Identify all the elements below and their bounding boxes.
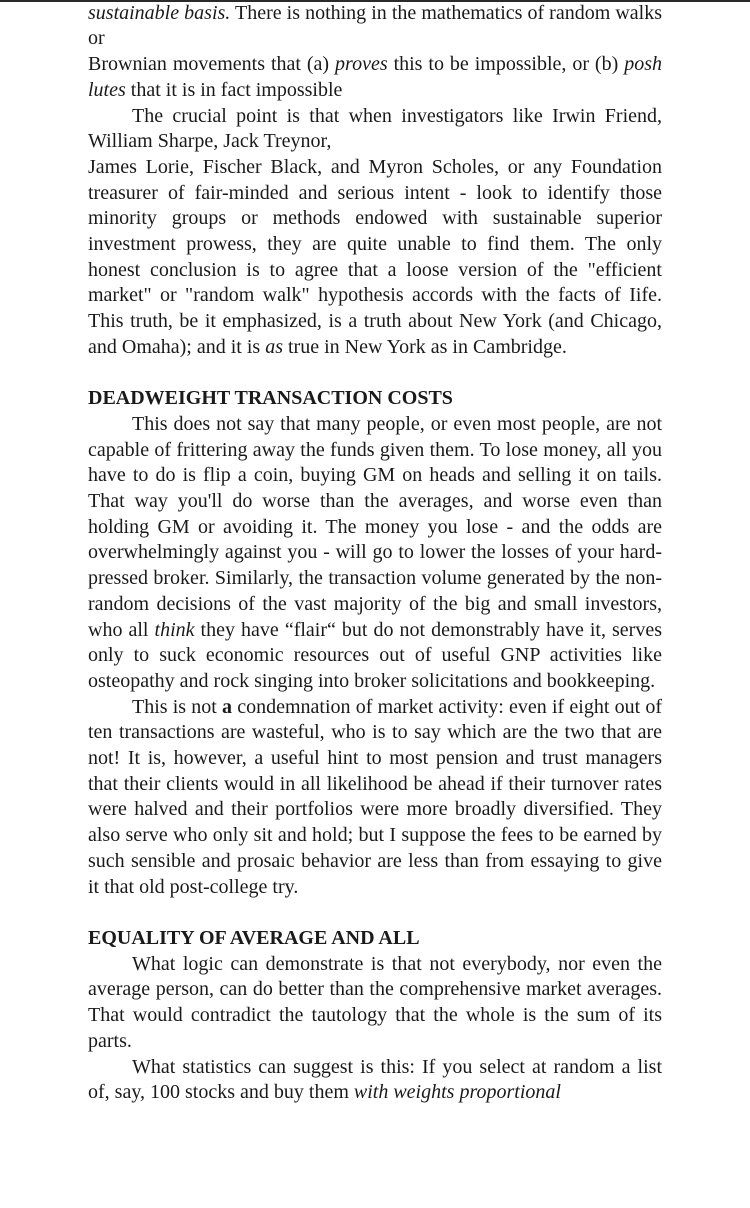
equality-text: What logic can demonstrate is that not everybody, nor even the average person, can do better than the comprehensive market averages. That would contradict the tautology that the whole is the sum of its parts. — [88, 952, 662, 1052]
section-gap — [88, 900, 662, 926]
deadweight2-text-b: condemnation of market activity: even if eight out of ten transactions are wasteful, who is to say which are the two that are not! It is, however, a useful hint to most pension and trust managers that their clients would in all likelihood be ahead if their turnover rates were halved and their portfolios were more broadly diversified. They also serve who only sit and hold; but I suppose the fees to be earned by such sensible and prosaic behavior are less than from essaying to give it that old post-college try. — [88, 695, 663, 898]
paragraph-crucial — [88, 104, 662, 155]
crucial-text: The crucial point is that when investigators like Irwin Friend, William Sharpe, Jack Treynor, — [88, 104, 662, 153]
equality2-text-a: What statistics can suggest is this: If you select at random a list of, say, 100 stocks and buy them — [88, 1055, 662, 1104]
brownian-italic-proves: proves — [335, 53, 388, 76]
equality2-italic: with weights proportional — [353, 1081, 561, 1104]
heading-deadweight: DEADWEIGHT TRANSACTION COSTS — [88, 387, 453, 410]
brownian-text-c: that it is in fact impossible — [125, 78, 343, 101]
fragment-rest: There is nothing in the mathematics of random walks or — [88, 1, 662, 50]
deadweight-text-a: This does not say that many people, or even most people, are not capable of frittering away the funds given them. To lose money, all you have to do is flip a coin, buying GM on heads and selling it on tails. That way you'll do worse than the averages, and worse even than holding GM or avoiding it. The money you lose - and the odds are overwhelmingly against you - will go to lower the losses of your hard-pressed broker. Similarly, the transaction volume generated by the non-random decisions of the vast majority of the big and small investors, who all — [88, 412, 662, 641]
paragraph-brownian — [88, 52, 662, 103]
brownian-text-b: this to be impossible, or (b) — [387, 53, 625, 76]
fragment-italic: sustainable basis. — [88, 1, 231, 24]
brownian-italic-posh: posh lutes — [88, 53, 662, 101]
deadweight2-text-a: This is not — [132, 695, 223, 718]
clipped-fragment — [88, 0, 662, 52]
brownian-text-a: Brownian movements that (a) — [88, 53, 336, 76]
paragraph-deadweight-1 — [88, 412, 662, 695]
paragraph-equality-2 — [88, 1055, 662, 1106]
deadweight-text-b: they have “flair“ but do not demonstrably have it, serves only to suck economic resources out of useful GNP activities like osteopathy and rock singing into broker solicitations and bookkeeping. — [88, 618, 662, 692]
heading-equality: EQUALITY OF AVERAGE AND ALL — [88, 926, 420, 949]
lorie-italic-as: as — [265, 335, 283, 358]
paragraph-deadweight-2 — [88, 695, 662, 901]
deadweight2-bold-a: a — [222, 695, 233, 718]
deadweight-italic-think: think — [154, 618, 195, 641]
document-page — [88, 0, 662, 1106]
lorie-text: James Lorie, Fischer Black, and Myron Scholes, or any Foundation treasurer of fair-minded and serious intent - look to identify those minority groups or methods endowed with sustainable superior investment prowess, they are quite unable to find them. The only honest conclusion is to agree that a loose version of the "efficient market" or "random walk" hypothesis accords with the facts of Iife. This truth, be it emphasized, is a truth about New York (and Chicago, and Omaha); and it is — [88, 155, 662, 358]
lorie-text-end: true in New York as in Cambridge. — [282, 335, 567, 358]
paragraph-lorie — [88, 155, 662, 361]
paragraph-equality-1 — [88, 952, 662, 1055]
section-gap — [88, 361, 662, 387]
